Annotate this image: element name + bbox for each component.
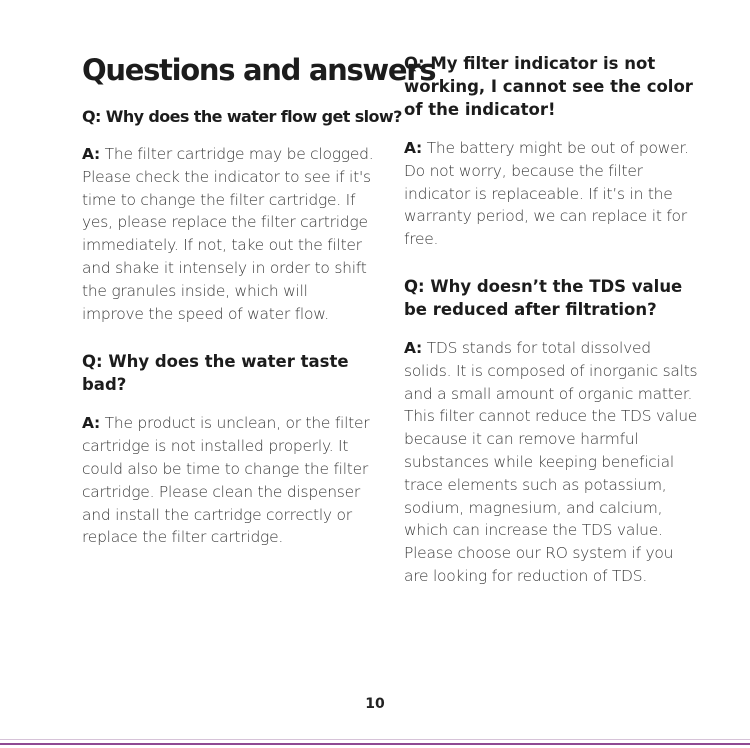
answer-water-flow	[82, 143, 374, 325]
question-water-taste: Q: Why does the water taste bad?	[82, 352, 349, 395]
footer-rule-dark	[0, 743, 750, 745]
answer-prefix: A:	[404, 338, 422, 357]
answer-text: The product is unclean, or the filter cartridge is not installed properly. It could also be time to change the filter cartridge. Please clean the dispenser and install the cartridge correctly or replace the filter cartridge.	[82, 414, 370, 547]
question-tds-value: Q: Why doesn’t the TDS value be reduced after filtration?	[404, 276, 683, 319]
answer-text: The filter cartridge may be clogged. Please check the indicator to see if it's time to change the filter cartridge. If yes, please replace the filter cartridge immediately. If not, take out the filter and shake it intensely in order to shift the granules inside, which will improve the speed of water flow.	[82, 145, 374, 323]
answer-prefix: A:	[82, 414, 100, 433]
answer-tds-value	[404, 337, 700, 588]
right-column	[404, 52, 700, 588]
answer-text: TDS stands for total dissolved solids. It is composed of inorganic salts and a small amount of organic matter. This filter cannot reduce the TDS value because it can remove harmful substances while keeping beneficial trace elements such as potassium, sodium, magnesium, and calcium, which can increase the TDS value. Please choose our RO system if you are looking for reduction of TDS.	[404, 338, 698, 585]
answer-filter-indicator	[404, 137, 700, 251]
answer-prefix: A:	[82, 145, 100, 163]
question-water-flow: Q: Why does the water flow get slow?	[82, 107, 402, 126]
question-filter-indicator: Q: My filter indicator is not working, I cannot see the color of the indicator!	[404, 54, 693, 119]
left-column	[82, 52, 436, 549]
page-number: 10	[365, 696, 385, 712]
footer-rule-light	[0, 739, 750, 740]
answer-prefix: A:	[404, 139, 422, 157]
answer-text: The battery might be out of power. Do not worry, because the filter indicator is replaceable. If it’s in the warranty period, we can replace it for free.	[404, 139, 689, 249]
page-title: Questions and answers	[82, 53, 436, 87]
answer-water-taste	[82, 412, 374, 549]
